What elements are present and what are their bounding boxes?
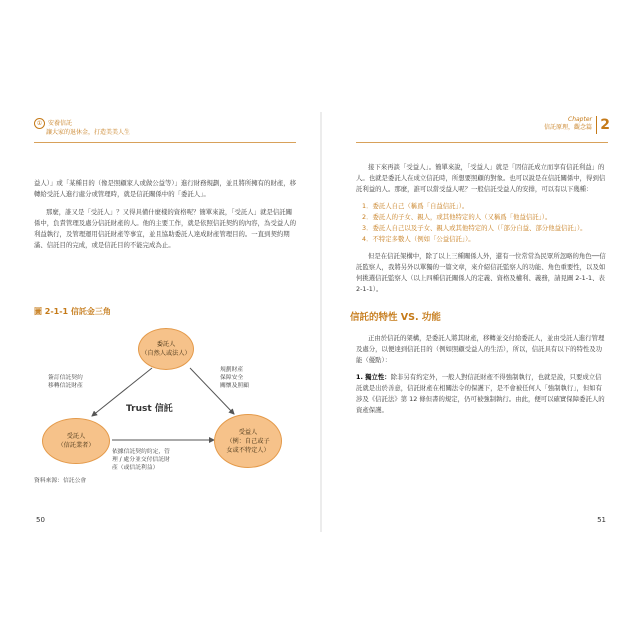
label-manage-3: 產（或信託利益） [112, 465, 159, 471]
figure-title: 圖 2-1-1 信託金三角 [34, 307, 111, 316]
trust-triangle-diagram [34, 324, 296, 492]
trust-center-label: Trust 信託 [126, 404, 173, 414]
label-plan: 規劃財產 [220, 367, 244, 373]
list-item: 2．委託人的子女、親人，或其他特定的人（又稱爲「他益信託」）。 [362, 213, 552, 221]
label-contract-transfer [48, 374, 83, 390]
section-title: 信託的特性 VS. 功能 [350, 312, 441, 323]
beneficiary-title: 受益人 [238, 428, 258, 436]
left-paragraph-1: 益人）」或「某種目的（像是照顧家人或做公益等）」進行財務規劃，並且將所擁有的財產，移轉給受託人進行處分或管理時，就是信託關係中的「委託人」。 [34, 179, 297, 198]
label-protect: 保障安全 [220, 375, 244, 381]
point-text: 除非另有約定外，一般人對信託財產不得強制執行，也就是說，只要成立信託就是出於善意，信託財產在相關法令的保護下，是不會被任何人「強制執行」，但如有涉及《信託法》第 12 條但書的規定，仍可被強制執行。由此，便可以確實保障委託人的資產保護。 [356, 373, 605, 414]
label-plan-protect-care [220, 366, 249, 390]
left-header-rule [34, 142, 296, 143]
page-gutter [320, 112, 322, 532]
left-page-body [34, 178, 296, 258]
right-paragraph-2: 但是在信託架構中，除了以上三種關係人外，還有一位常常為民眾所忽略的角色──信託監察人，我將另外以單獨的一篇文章，來介紹信託監察人的功能、角色重要性，以及如何挑選信託監察人（以上四種信託關係人的定義、資格及權利、義務，請見圖 2-1-1、表 2-1-1）。 [356, 252, 606, 293]
trustee-bubble [42, 418, 110, 464]
chapter-subtitle: 信託原理，觀念篇 [543, 124, 592, 131]
left-header-subtitle: 讓大家的退休金，打造美美人生 [46, 129, 131, 136]
chapter-badge-icon: ① [34, 118, 45, 129]
left-page-number: 50 [36, 516, 45, 524]
beneficiary-desc-2: 女或不特定人） [226, 446, 270, 454]
right-running-header [544, 116, 608, 132]
list-item: 4．不特定多數人（例如「公益信託」）。 [362, 235, 475, 243]
left-paragraph-2: 那麼，誰又是「受託人」？又得具備什麼樣的資格呢？簡單來說，「受託人」就是信託關係中，負責管理及處分信託財產的人。他的主要工作，就是依照信託契約的內容，為受益人的利益執行，及管理運用信託財產等事宜，並且協助委託人達成財產管理目的。一直到契約期滿、信託目的完成，或是信託目的不能完成為止。 [34, 208, 297, 249]
right-intro: 接下來再談「受益人」。簡單來說，「受益人」就是「因信託成立而享有信託利益」的人。也就是委託人在成立信託時，所想要照顧的對象。也可以說是在信託關係中，得到信託利益的人。那麼，誰可以當受益人呢？一般信託受益人的安排，可以有以下幾種： [356, 163, 606, 193]
list-item: 3．委託人自己以及子女、親人或其他特定的人（「部分自益、部分他益信託」）。 [362, 224, 587, 232]
right-paragraph-3: 正由於信託的架構，是委託人將其財產，移轉並交付給委託人，並由受託人進行管理及處分，以便達到信託目的（例如照顧受益人的生活），所以，信託具有以下的特性及功能（優點）： [356, 334, 605, 364]
left-running-header [34, 118, 130, 137]
point-label: 1. 獨立性： [356, 373, 391, 381]
trustee-desc: （信託業者） [57, 442, 95, 449]
point-independence [356, 372, 606, 416]
settlor-title: 委託人 [156, 341, 176, 348]
label-manage-1: 依據信託契約約定，管 [112, 449, 170, 455]
settlor-bubble [138, 328, 194, 370]
settlor-desc: （自然人或法人） [141, 350, 191, 357]
label-manage-deliver [112, 448, 170, 472]
right-page-body [350, 162, 606, 422]
chapter-label: Chapter [568, 116, 592, 123]
label-transfer: 移轉信託財產 [48, 383, 83, 389]
trustee-title: 受託人 [66, 433, 86, 440]
beneficiary-list [362, 201, 606, 245]
left-header-title: 安養信託 [48, 119, 73, 127]
label-care: 關懷及照顧 [220, 383, 249, 389]
figure-source: 資料來源：信託公會 [34, 478, 87, 484]
beneficiary-desc-1: （例：自己或子 [226, 437, 270, 445]
label-manage-2: 理 / 處分並交付信託財 [112, 457, 170, 463]
list-item: 1．委託人自己（稱爲「自益信託」）。 [362, 202, 469, 210]
book-spread [34, 112, 608, 532]
label-contract: 簽訂信託契約 [48, 375, 83, 381]
beneficiary-bubble [214, 414, 282, 468]
chapter-number: 2 [596, 116, 610, 134]
right-header-rule [356, 142, 608, 143]
right-page-number: 51 [597, 516, 606, 524]
